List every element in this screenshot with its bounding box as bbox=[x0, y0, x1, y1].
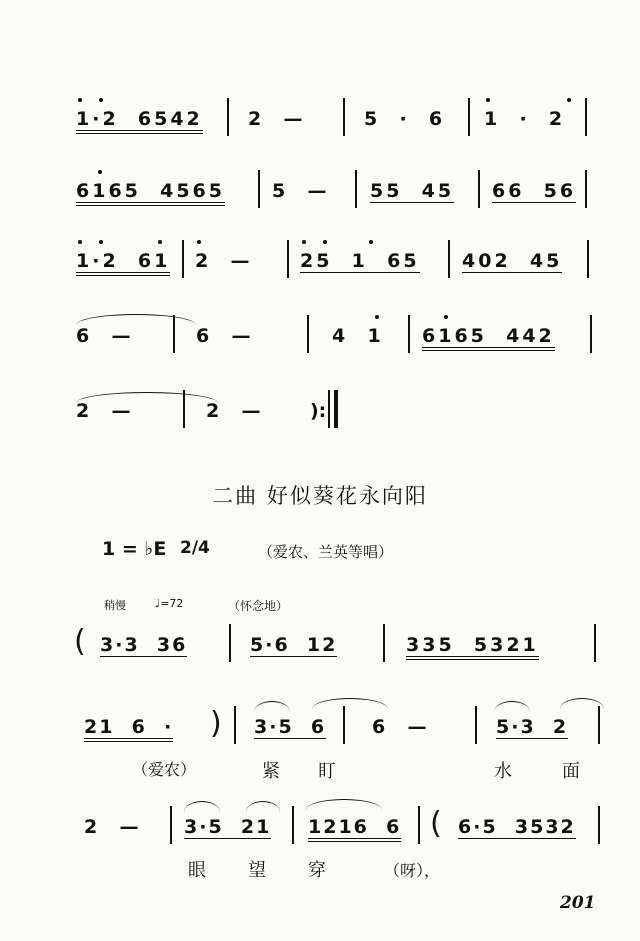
measure-4-3: 4 1 bbox=[332, 325, 384, 347]
expression-mark: （怀念地） bbox=[228, 599, 289, 613]
octave-dot bbox=[197, 240, 201, 244]
key-signature: 1 = ♭E bbox=[102, 538, 167, 560]
lyric-char: （呀）， bbox=[384, 861, 441, 880]
octave-dot bbox=[98, 170, 102, 174]
barline bbox=[328, 390, 330, 428]
barline bbox=[227, 98, 229, 136]
octave-dot bbox=[99, 240, 103, 244]
barline bbox=[598, 706, 600, 744]
lyric-char: 紧 bbox=[262, 761, 280, 782]
measure-1-1: 1·2 6542 bbox=[76, 108, 203, 134]
measure-6-3: 335 5321 bbox=[406, 634, 539, 660]
measure-2-4: 66 56 bbox=[492, 180, 577, 202]
octave-dot bbox=[486, 98, 490, 102]
octave-dot bbox=[99, 98, 103, 102]
octave-dot bbox=[78, 240, 82, 244]
barline bbox=[343, 98, 345, 136]
slur-arc bbox=[246, 801, 280, 812]
slur-arc bbox=[254, 701, 290, 712]
measure-8-2: 3·5 21 bbox=[184, 816, 272, 838]
barline bbox=[408, 315, 410, 353]
lyric-char: 盯 bbox=[318, 761, 336, 782]
barline bbox=[182, 240, 184, 278]
measure-8-4: 6·5 3532 bbox=[458, 816, 576, 838]
open-paren: ( bbox=[430, 806, 442, 841]
lyric-char: 水 bbox=[494, 761, 512, 782]
lyric-char: 穿 bbox=[308, 860, 326, 881]
measure-3-1: 1·2 61 bbox=[76, 250, 170, 276]
singers-note: （爱农、兰英等唱） bbox=[258, 543, 394, 561]
barline bbox=[468, 98, 470, 136]
measure-7-3: 6 — bbox=[372, 716, 430, 738]
measure-2-2: 5 — bbox=[272, 180, 330, 202]
measure-1-4: 1 · 2 bbox=[484, 108, 566, 130]
barline bbox=[585, 170, 587, 208]
barline bbox=[234, 706, 236, 744]
measure-8-3: 1216 6 bbox=[308, 816, 401, 842]
measure-3-4: 402 45 bbox=[462, 250, 563, 272]
measure-6-2: 5·6 12 bbox=[250, 634, 338, 656]
measure-4-4: 6165 442 bbox=[422, 325, 555, 351]
measure-3-2: 2 — bbox=[195, 250, 253, 272]
slur-arc bbox=[184, 801, 220, 812]
barline bbox=[292, 806, 294, 844]
slur-arc bbox=[494, 701, 530, 712]
barline bbox=[355, 170, 357, 208]
measure-2-1: 6165 4565 bbox=[76, 180, 225, 206]
measure-5-2: 2 — bbox=[206, 400, 264, 422]
tie-arc bbox=[76, 314, 196, 325]
barline bbox=[448, 240, 450, 278]
octave-dot bbox=[567, 98, 571, 102]
octave-dot bbox=[78, 98, 82, 102]
open-paren: ( bbox=[74, 624, 86, 659]
measure-7-2: 3·5 6 bbox=[254, 716, 327, 738]
octave-dot bbox=[444, 315, 448, 319]
lyric-role: （爱农） bbox=[132, 760, 197, 779]
measure-6-1: 3·3 36 bbox=[100, 634, 188, 656]
barline bbox=[183, 390, 185, 428]
barline bbox=[418, 806, 420, 844]
tie-arc bbox=[312, 698, 388, 709]
time-signature: 2/4 bbox=[180, 538, 210, 558]
barline bbox=[258, 170, 260, 208]
tempo-text: 稍慢 bbox=[104, 599, 126, 612]
measure-7-4: 5·3 2 bbox=[496, 716, 569, 738]
octave-dot bbox=[158, 240, 162, 244]
barline bbox=[587, 240, 589, 278]
octave-dot bbox=[302, 240, 306, 244]
octave-dot bbox=[369, 240, 373, 244]
octave-dot bbox=[323, 240, 327, 244]
measure-1-2: 2 — bbox=[248, 108, 306, 130]
barline bbox=[585, 98, 587, 136]
octave-dot bbox=[375, 315, 379, 319]
barline bbox=[478, 170, 480, 208]
barline bbox=[287, 240, 289, 278]
barline bbox=[475, 706, 477, 744]
barline bbox=[598, 806, 600, 844]
tempo-value: ♩=72 bbox=[155, 597, 184, 610]
section-title: 二曲 好似葵花永向阳 bbox=[212, 484, 428, 508]
barline bbox=[343, 706, 345, 744]
barline bbox=[307, 315, 309, 353]
barline bbox=[590, 315, 592, 353]
barline bbox=[170, 806, 172, 844]
measure-4-2: 6 — bbox=[196, 325, 254, 347]
measure-1-3: 5 · 6 bbox=[364, 108, 446, 130]
lyric-char: 望 bbox=[248, 860, 266, 881]
repeat-end-sign: ): bbox=[310, 400, 327, 422]
barline bbox=[173, 315, 175, 353]
barline bbox=[383, 624, 385, 662]
measure-8-1: 2 — bbox=[84, 816, 142, 838]
lyric-char: 面 bbox=[562, 761, 580, 782]
barline bbox=[594, 624, 596, 662]
final-barline bbox=[334, 390, 338, 428]
page-number: 201 bbox=[560, 893, 596, 913]
measure-5-1: 2 — bbox=[76, 400, 134, 422]
measure-3-3: 25 1 65 bbox=[300, 250, 420, 272]
barline bbox=[229, 624, 231, 662]
close-paren: ) bbox=[210, 706, 222, 741]
slur-arc bbox=[306, 799, 382, 810]
measure-4-1: 6 — bbox=[76, 325, 134, 347]
measure-7-1: 21 6 · bbox=[84, 716, 173, 742]
lyric-char: 眼 bbox=[188, 860, 206, 881]
measure-2-3: 55 45 bbox=[370, 180, 455, 202]
